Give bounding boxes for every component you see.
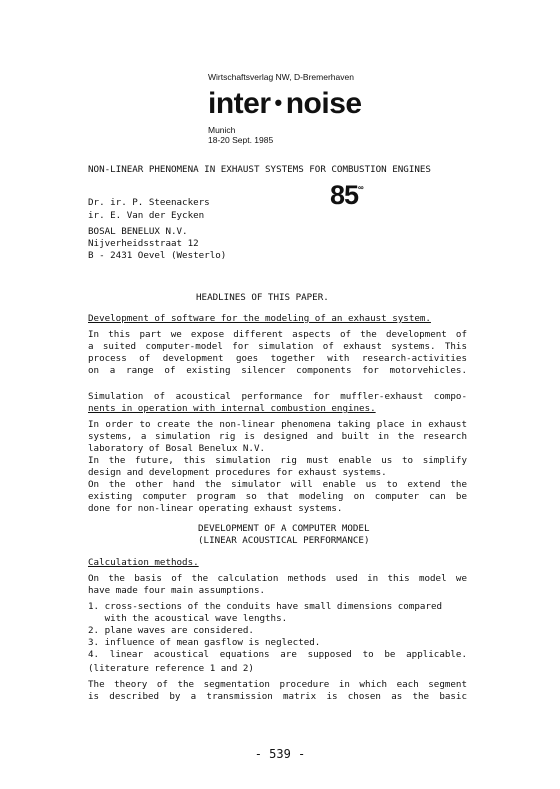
section2-heading-line: Simulation of acoustical performance for muffler-exhaust compo- [88,391,467,402]
section2-line: In order to create the non-linear phenomena taking place in exhaust [88,419,467,430]
section2-line: design and development procedures for exhaust systems. [88,467,387,478]
section3-title: DEVELOPMENT OF A COMPUTER MODEL [198,523,370,534]
section1-line: on a range of existing silencer components for motorvehicles. [88,365,467,376]
paper-title: NON-LINEAR PHENOMENA IN EXHAUST SYSTEMS FOR COMBUSTION ENGINES [88,164,431,175]
conference-logo [208,88,378,119]
section3-closing: The theory of the segmentation procedure in which each segment [88,679,467,690]
author-2: ir. E. Van der Eycken [88,210,205,221]
section2-line: laboratory of Bosal Benelux N.V. [88,443,266,454]
logo-dot: • [274,90,282,115]
logo-noise: noise [285,87,362,120]
literature-reference: (literature reference 1 and 2) [88,663,254,674]
assumption-item: 1. cross-sections of the conduits have small dimensions compared [88,601,443,612]
assumption-item: 4. linear acoustical equations are supposed to be applicable. [88,649,467,660]
section2-heading-line: nents in operation with internal combustion engines. [88,403,376,414]
section2-line: On the other hand the simulator will enable us to extend the [88,479,467,490]
section2-line: systems, a simulation rig is designed and built in the research [88,431,467,442]
section3-closing: is described by a transmission matrix is chosen as the basic [88,691,467,702]
conference-header [208,72,378,210]
headlines-heading: HEADLINES OF THIS PAPER. [196,292,329,303]
affiliation-city: B - 2431 Oevel (Westerlo) [88,250,227,261]
section3-title: (LINEAR ACOUSTICAL PERFORMANCE) [198,535,370,546]
section1-line: a suited computer-model for simulation of exhaust systems. This [88,341,467,352]
assumption-item: 3. influence of mean gasflow is neglected. [88,637,321,648]
affiliation-company: BOSAL BENELUX N.V. [88,226,188,237]
section3-subheading: Calculation methods. [88,557,199,568]
page-number: - 539 - [254,747,306,761]
assumption-item: with the acoustical wave lengths. [88,613,288,624]
section2-line: existing computer program so that modeling on computer can be [88,491,467,502]
author-1: Dr. ir. P. Steenackers [88,197,210,208]
logo-inter: inter [208,87,271,120]
conference-year: 85∞ [330,180,363,210]
publisher-line: Wirtschaftsverlag NW, D-Bremerhaven [208,72,354,82]
conference-dates: 18-20 Sept. 1985 [208,135,274,145]
section3-intro: On the basis of the calculation methods used in this model we [88,573,467,584]
conference-city: Munich [208,125,236,135]
assumption-item: 2. plane waves are considered. [88,625,254,636]
section2-line: done for non-linear operating exhaust systems. [88,503,343,514]
affiliation-street: Nijverheidsstraat 12 [88,238,199,249]
section1-line: process of development goes together with research-activities [88,353,467,364]
section3-intro: have made four main assumptions. [88,585,266,596]
section2-line: In the future, this simulation rig must enable us to simplify [88,455,467,466]
section1-heading: Development of software for the modeling of an exhaust system. [88,313,431,324]
section1-line: In this part we expose different aspects of the development of [88,329,467,340]
